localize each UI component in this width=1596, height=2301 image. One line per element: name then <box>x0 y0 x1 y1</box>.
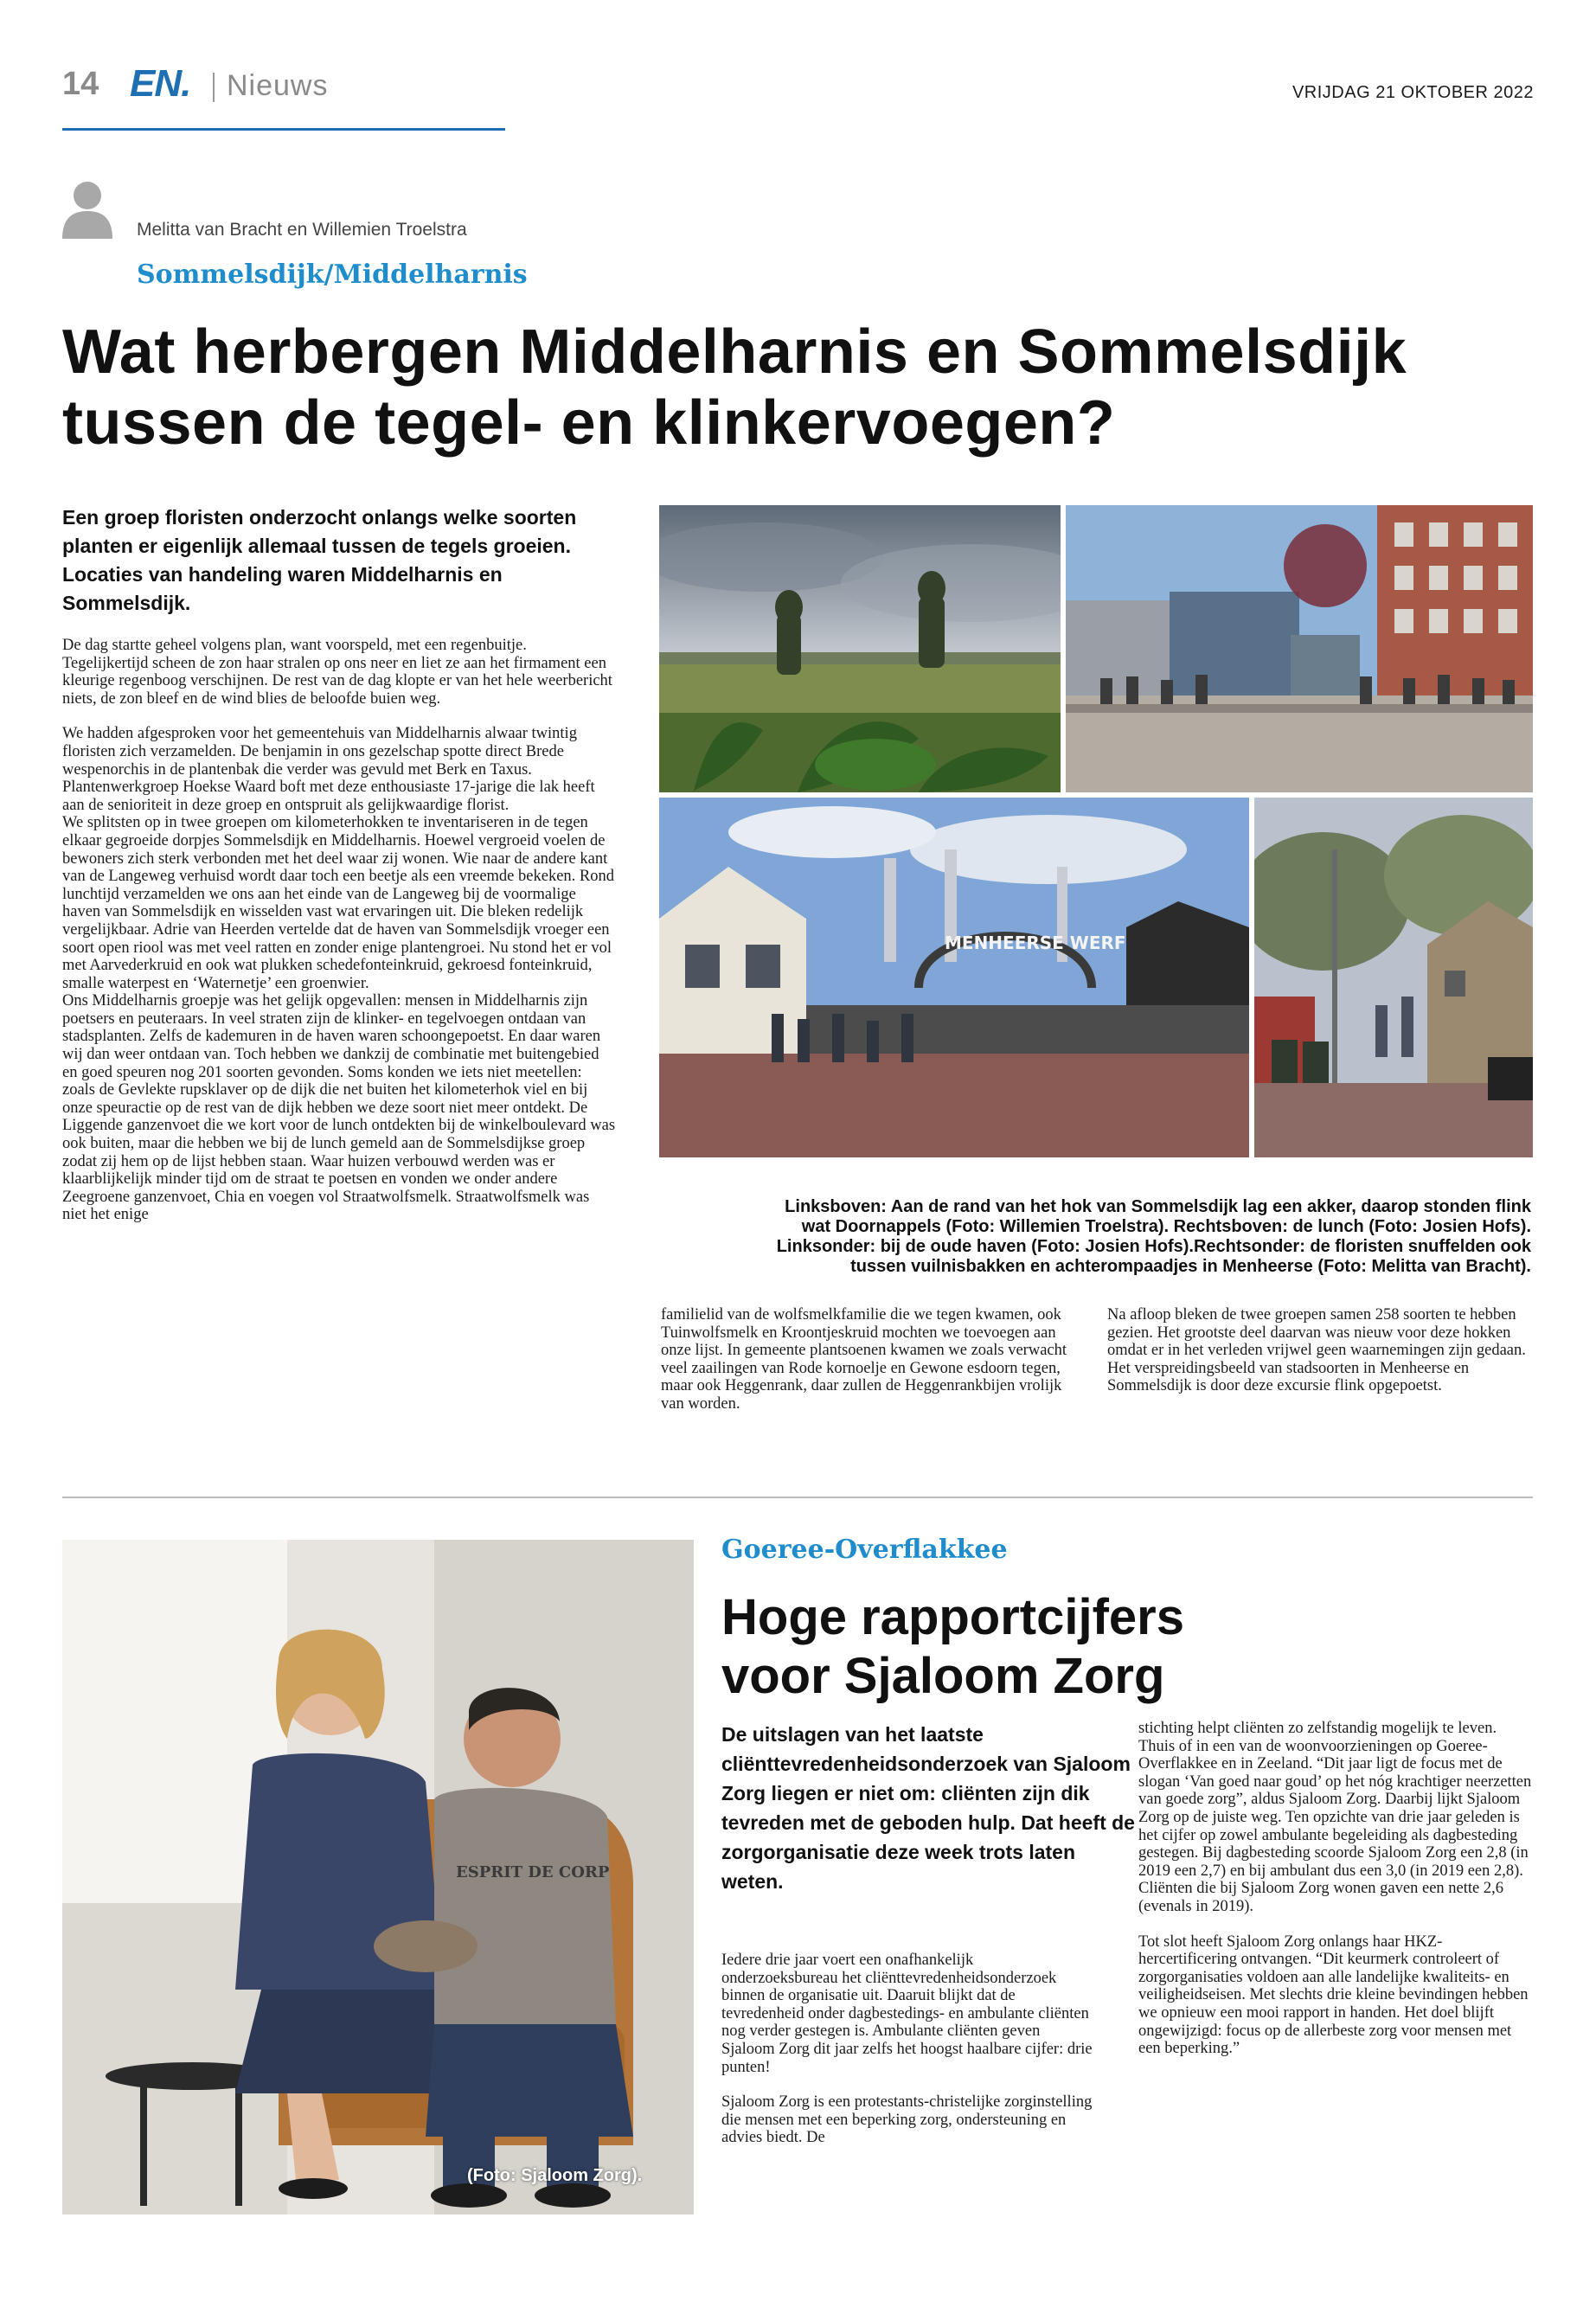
paragraph: Iedere drie jaar voert een onafhankelijk onderzoeksbureau het cliënttevredenheidsonderzoek binnen de organisatie uit. Daaruit blijkt dat de tevredenheid onder dagbestedings- en ambulante cliënten nog verder gestegen is. Ambulante cliënten geven Sjaloom Zorg dit jaar zelfs het hoogst haalbare cijfer: drie punten! <box>721 1952 1093 2076</box>
header-rule <box>62 128 505 131</box>
article2-column-1 <box>721 1952 1093 2147</box>
photo-field-doornappels <box>659 505 1061 792</box>
caption-line: wat Doornappels (Foto: Willemien Troelstra). Rechtsboven: de lunch (Foto: Josien Hofs). <box>801 1217 1531 1236</box>
headline2-line-1: Hoge rapportcijfers <box>721 1589 1184 1645</box>
caption-line: Linksonder: bij de oude haven (Foto: Josien Hofs).Rechtsonder: de floristen snuffelden ook <box>776 1237 1531 1256</box>
paragraph: We splitsten op in twee groepen om kilometerhokken te inventariseren in de tegen elkaar gegroeide dorpjes Sommelsdijk en Middelharnis. Hoewel vergroeid voelen de bewoners zich sterk verbonden met het deel waar zij wonen. Wie naar de andere kant van de Langeweg verhuisd wordt daar toch een beetje als een vreemde bekeken. Rond lunchtijd verzamelden we ons aan het einde van de Langeweg bij de voormalige haven van Sommelsdijk en wisselden vast wat ervaringen uit. Die bleken redelijk vergelijkbaar. Adrie van Heerden vertelde dat de haven van Sommelsdijk vroeger een soort open riool was met veel ratten en zonder enige plantengroei. Nu stond het er vol met Aarvederkruid en ook wat plukken schedefonteinkruid, gekroesd fonteinkruid, smalle waterpest en ‘Waternetje’ een groenwier. <box>62 814 614 992</box>
photo-caption <box>657 1197 1531 1277</box>
photo-credit: (Foto: Sjaloom Zorg). <box>467 2166 643 2185</box>
article2-lead: De uitslagen van het laatste cliënttevredenheidsonderzoek van Sjaloom Zorg liegen er niet om: cliënten zijn dik tevreden met de geboden hulp. Dat heeft de zorgorganisatie deze week trots laten weten. <box>721 1723 1135 1893</box>
headline-line-1: Wat herbergen Middelharnis en Sommelsdijk <box>62 317 1407 387</box>
paragraph: De dag startte geheel volgens plan, want voorspeld, met een regenbuitje. Tegelijkertijd scheen de zon haar stralen op ons neer en liet ze aan het firmament een kleurige regenboog verschijnen. De rest van de dag klopte er van het hele weerbericht niets, de zon bleef en de wind blies de beloofde buien weg. <box>62 637 612 708</box>
article2-column-2 <box>1138 1720 1536 2058</box>
photo-lunch-square <box>1066 505 1533 792</box>
page-number: 14 <box>62 66 99 102</box>
headline-line-2: tussen de tegel- en klinkervoegen? <box>62 388 1116 458</box>
paragraph: We hadden afgesproken voor het gemeentehuis van Middelharnis alwaar twintig floristen zich verzamelden. De benjamin in ons gezelschap spotte direct Brede wespenorchis in de plantenbak die verder was gevuld met Berk en Taxus. Plantenwerkgroep Hoekse Waard boft met deze enthousiaste 17-jarige die lak heeft aan de senioriteit in deze groep en ontspruit als gelijkwaardige florist. <box>62 725 595 814</box>
paragraph: familielid van de wolfsmelkfamilie die we tegen kwamen, ook Tuinwolfsmelk en Kroontjeskruid mochten we toevoegen aan onze lijst. In gemeente plantsoenen kwamen we zoals verwacht veel zaailingen van Rode kornoelje en Gewone esdoorn tegen, maar ook Heggenrank, daar zullen de Heggenrankbijen vrolijk van worden. <box>661 1306 1067 1413</box>
article2-kicker: Goeree-Overflakkee <box>721 1535 1008 1565</box>
article-headline <box>62 317 1550 458</box>
photo-oude-haven <box>659 798 1249 1157</box>
article-divider <box>62 1497 1533 1498</box>
paragraph: Tot slot heeft Sjaloom Zorg onlangs haar HKZ-hercertificering ontvangen. “Dit keurmerk controleert of zorgorganisaties voldoen aan alle landelijke kwaliteits- en veiligheidseisen. Met slechts drie kleine bevindingen hebben we opnieuw een mooi rapport in handen. Het doel blijft ongewijzigd: focus op de allerbeste zorg voor mensen met een beperking.” <box>1138 1932 1529 2058</box>
caption-line: Linksboven: Aan de rand van het hok van Sommelsdijk lag een akker, daarop stonden flink <box>785 1197 1531 1216</box>
caption-line: tussen vuilnisbakken en achterompaadjes in Menheerse (Foto: Melitta van Bracht). <box>850 1257 1531 1276</box>
paragraph: Ons Middelharnis groepje was het gelijk opgevallen: mensen in Middelharnis zijn poetsers en peuteraars. In veel straten zijn de klinker- en tegelvoegen ontdaan van stadsplanten. Zelfs de kademuren in de haven waren schoongepoetst. En daar waren wij dan weer ontdaan van. Toch hebben we dankzij de combinatie met buitengebied en goed speuren nog 201 soorten gevonden. Soms konden we iets niet meetellen: zoals de Gevlekte rupsklaver op de dijk die net buiten het kilometerhok viel en bij onze speuractie op de rest van de dijk hebben we deze soort niet meer ontdekt. De Liggende ganzenvoet die we kort voor de lunch ontdekten bij de winkelboulevard was ook buiten, maar die hebben we bij de lunch gemeld aan de Sommelsdijkse groep zodat zij hem op de lijst hebben staan. Waar huizen verbouwd werden was er klaarblijkelijk minder tijd om de straat te poetsen en vonden we onder andere Zeegroene ganzenvoet, Chia en voegen vol Straatwolfsmelk. Straatwolfsmelk was niet het enige <box>62 992 616 1224</box>
issue-date: VRIJDAG 21 OKTOBER 2022 <box>1292 83 1534 102</box>
paragraph: Sjaloom Zorg is een protestants-christelijke zorginstelling die mensen met een beperking zorg, ondersteuning en advies biedt. De <box>721 2093 1093 2147</box>
article-column-2 <box>661 1306 1078 1413</box>
article-kicker: Sommelsdijk/Middelharnis <box>137 260 528 290</box>
shirt-print: ESPRIT DE CORP <box>456 1863 610 1881</box>
header-separator <box>213 73 215 102</box>
photo-sjaloom-zorg <box>62 1540 694 2214</box>
article2-headline <box>721 1588 1500 1706</box>
author-avatar-icon <box>62 180 112 239</box>
sign-menheerse-werf: MENHEERSE WERF <box>945 933 1126 953</box>
headline2-line-2: voor Sjaloom Zorg <box>721 1648 1165 1704</box>
paragraph: stichting helpt cliënten zo zelfstandig mogelijk te leven. Thuis of in een van de woonvoorzieningen op Goeree-Overflakkee en in Zeeland. “Dit jaar ligt de focus met de slogan ‘Van goed naar goud’ op het nóg krachtiger neerzetten van goede zorg”, aldus Sjaloom Zorg. Daarbij lijkt Sjaloom Zorg op de juiste weg. Ten opzichte van drie jaar geleden is het cijfer op zowel ambulante begeleiding als dagbesteding gestegen. Bij dagbesteding scoorde Sjaloom Zorg een 2,8 (in 2019 een 2,7) en bij ambulant dus een 3,0 (in 2019 een 2,8). Cliënten die bij Sjaloom Zorg wonen gaven een nette 2,6 (evenals in 2019). <box>1138 1720 1532 1915</box>
paragraph: Na afloop bleken de twee groepen samen 258 soorten te hebben gezien. Het grootste deel daarvan was nieuw voor deze hokken omdat er in het verleden vrijwel geen waarnemingen zijn gedaan. Het verspreidingsbeeld van stadsoorten in Menheerse en Sommelsdijk is door deze excursie flink opgepoetst. <box>1107 1306 1526 1395</box>
article-authors: Melitta van Bracht en Willemien Troelstra <box>137 220 467 240</box>
newspaper-logo: EN. <box>130 62 191 105</box>
article-lead: Een groep floristen onderzocht onlangs welke soorten planten er eigenlijk allemaal tussen de tegels groeien. Locaties van handeling waren Middelharnis en Sommelsdijk. <box>62 506 577 614</box>
article-column-3 <box>1107 1306 1533 1395</box>
article-column-1 <box>62 637 616 1224</box>
section-label: Nieuws <box>227 69 329 102</box>
photo-achterompaadjes <box>1254 798 1533 1157</box>
